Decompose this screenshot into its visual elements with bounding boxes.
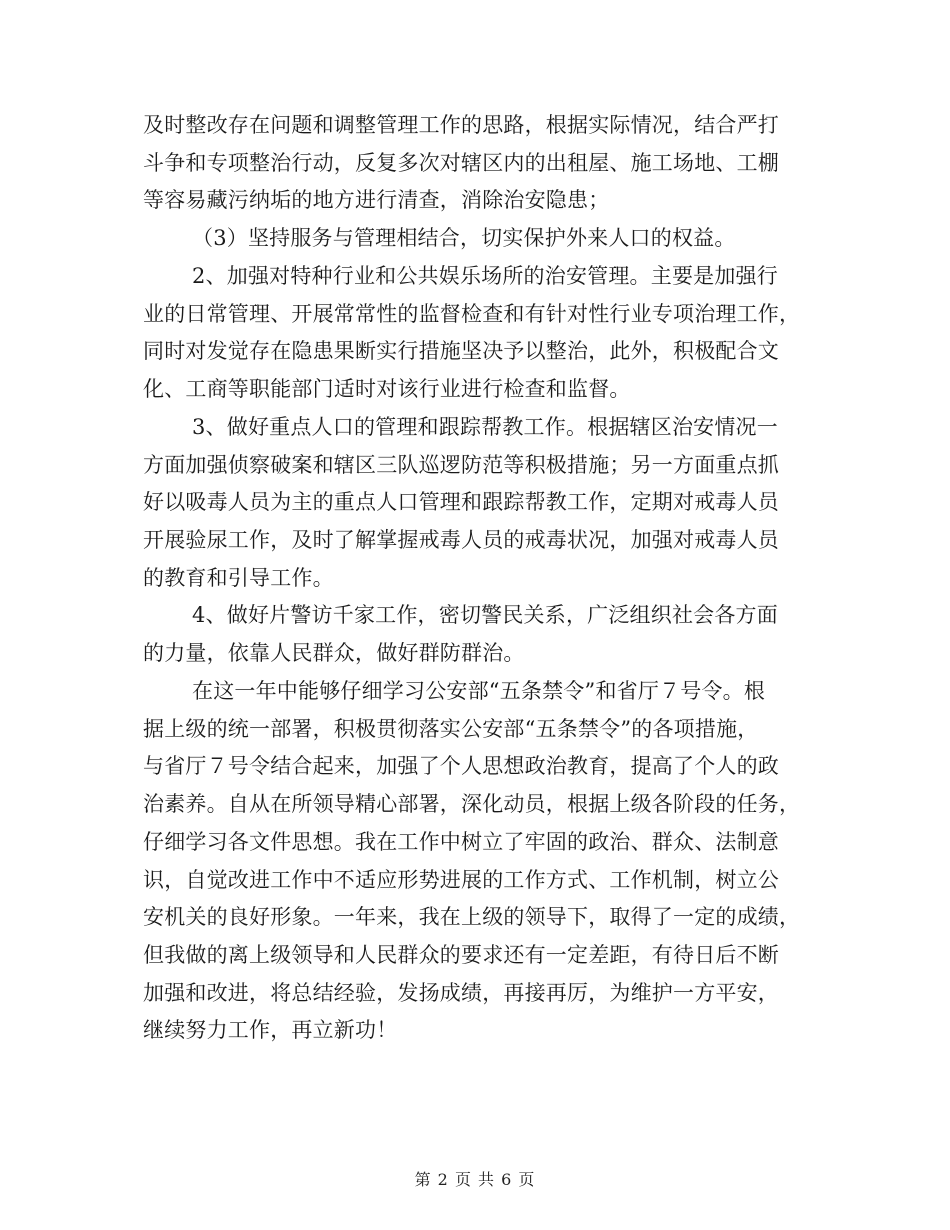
body-line-16: 在这一年中能够仔细学习公安部“五条禁令”和省厅７号令。根 [192,679,766,703]
body-line-14: 4、做好片警访千家工作，密切警民关系，广泛组织社会各方面 [192,603,778,627]
body-line-3: 等容易藏污纳垢的地方进行清查，消除治安隐患； [143,188,610,212]
body-line-6: 业的日常管理、开展常常性的监督检查和有针对性行业专项治理工作， [143,302,801,326]
body-line-5: 2、加强对特种行业和公共娱乐场所的治安管理。主要是加强行 [192,264,778,288]
body-line-23: 但我做的离上级领导和人民群众的要求还有一定差距，有待日后不断 [143,943,779,967]
body-line-7: 同时对发觉存在隐患果断实行措施坚决予以整治，此外，积极配合文 [143,339,779,363]
body-line-10: 方面加强侦察破案和辖区三队巡逻防范等积极措施；另一方面重点抓 [143,453,779,477]
body-line-13: 的教育和引导工作。 [143,566,334,590]
body-line-25: 继续努力工作，再立新功！ [143,1018,398,1042]
body-line-21: 识，自觉改进工作中不适应形势进展的工作方式、工作机制，树立公 [143,868,779,892]
body-line-12: 开展验尿工作，及时了解掌握戒毒人员的戒毒状况，加强对戒毒人员 [143,528,779,552]
body-line-22: 安机关的良好形象。一年来，我在上级的领导下，取得了一定的成绩， [143,905,801,929]
body-line-2: 斗争和专项整治行动，反复多次对辖区内的出租屋、施工场地、工棚 [143,151,779,175]
body-line-15: 的力量，依靠人民群众，做好群防群治。 [143,641,525,665]
body-line-20: 仔细学习各文件思想。我在工作中树立了牢固的政治、群众、法制意 [143,830,779,854]
body-line-18: 与省厅７号令结合起来，加强了个人思想政治教育，提高了个人的政 [143,754,779,778]
body-line-19: 治素养。自从在所领导精心部署，深化动员，根据上级各阶段的任务， [143,792,801,816]
body-line-24: 加强和改进，将总结经验，发扬成绩，再接再厉，为维护一方平安， [143,981,779,1005]
body-line-9: 3、做好重点人口的管理和跟踪帮教工作。根据辖区治安情况一 [192,415,778,439]
body-line-1: 及时整改存在问题和调整管理工作的思路，根据实际情况，结合严打 [143,113,779,137]
body-line-8: 化、工商等职能部门适时对该行业进行检查和监督。 [143,377,631,401]
page-number-footer: 第 2 页 共 6 页 [414,1170,536,1189]
body-line-11: 好以吸毒人员为主的重点人口管理和跟踪帮教工作，定期对戒毒人员 [143,490,779,514]
body-line-4: （3）坚持服务与管理相结合，切实保护外来人口的权益。 [192,226,736,250]
body-line-17: 据上级的统一部署，积极贯彻落实公安部“五条禁令”的各项措施， [143,717,759,741]
